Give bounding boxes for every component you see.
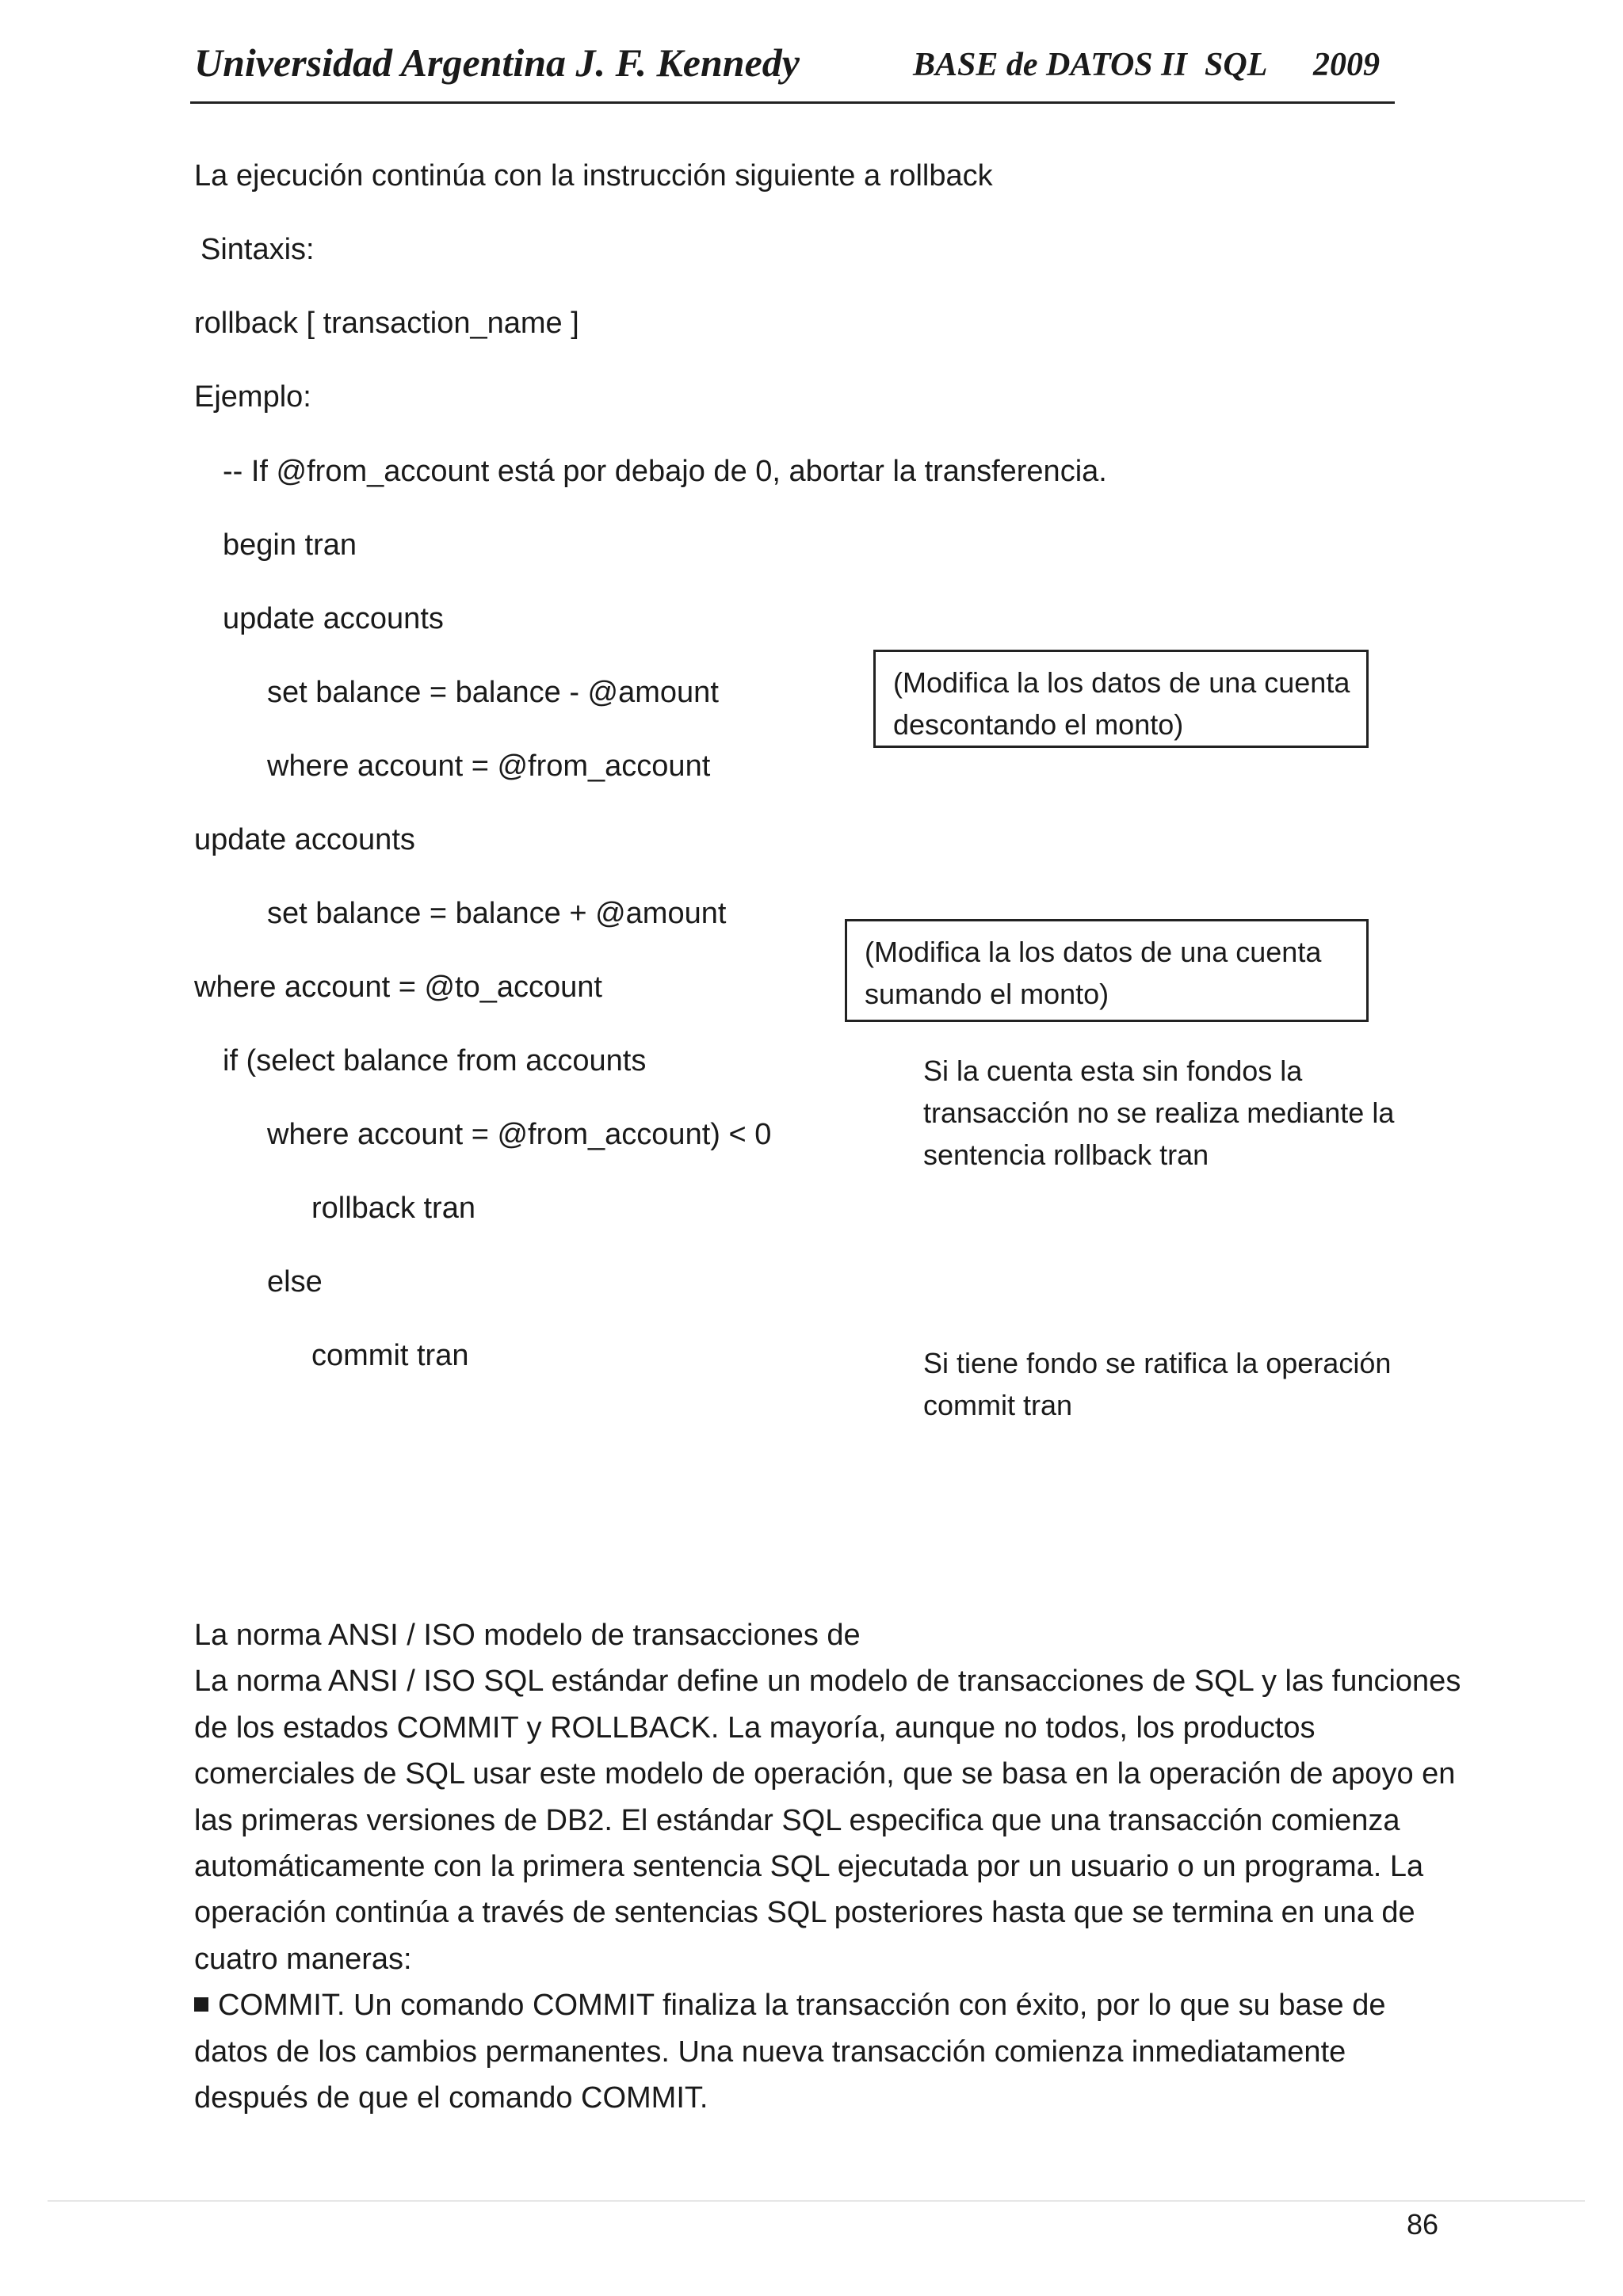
body-paragraph xyxy=(194,1612,1461,2121)
body-line: de los estados COMMIT y ROLLBACK. La mayoría, aunque no todos, los productos xyxy=(194,1711,1316,1745)
header-institution: Universidad Argentina J. F. Kennedy xyxy=(194,40,800,85)
header-course: BASE de DATOS II xyxy=(913,47,1187,83)
body-line: automáticamente con la primera sentencia SQL ejecutada por un usuario o un programa. La xyxy=(194,1850,1424,1884)
code-line: set balance = balance + @amount xyxy=(267,897,727,930)
square-bullet-icon xyxy=(194,1997,208,2012)
body-line: comerciales de SQL usar este modelo de operación, que se basa en la operación de apoyo en xyxy=(194,1757,1456,1791)
note-line: Si la cuenta esta sin fondos la xyxy=(923,1055,1303,1087)
annotation-line: (Modifica la los datos de una cuenta xyxy=(865,936,1322,968)
syntax-label: Sintaxis: xyxy=(200,233,315,266)
annotation-box-debit xyxy=(873,650,1369,748)
code-line: update accounts xyxy=(223,602,444,635)
note-commit xyxy=(923,1342,1391,1426)
body-line: las primeras versiones de DB2. El estándar SQL especifica que una transacción comienza xyxy=(194,1803,1400,1837)
note-line: sentencia rollback tran xyxy=(923,1138,1209,1171)
code-line: update accounts xyxy=(194,823,415,856)
body-line: La norma ANSI / ISO SQL estándar define un modelo de transacciones de SQL y las funciones xyxy=(194,1665,1461,1699)
footer-divider xyxy=(48,2200,1585,2202)
annotation-line: descontando el monto) xyxy=(893,708,1184,741)
annotation-line: (Modifica la los datos de una cuenta xyxy=(893,666,1350,699)
code-line: commit tran xyxy=(311,1339,469,1372)
code-line: -- If @from_account está por debajo de 0, abortar la transferencia. xyxy=(223,455,1107,488)
body-line: después de que el comando COMMIT. xyxy=(194,2081,708,2115)
code-line: else xyxy=(267,1265,323,1299)
code-line: set balance = balance - @amount xyxy=(267,676,719,709)
header-topic: SQL xyxy=(1205,47,1268,83)
intro-text: La ejecución continúa con la instrucción siguiente a rollback xyxy=(194,159,993,193)
bullet-text: COMMIT. Un comando COMMIT finaliza la transacción con éxito, por lo que su base de xyxy=(218,1989,1386,2023)
code-line: rollback tran xyxy=(311,1192,475,1225)
header-year: 2009 xyxy=(1313,47,1380,83)
note-rollback xyxy=(923,1050,1394,1176)
bullet-item xyxy=(194,1982,1446,2028)
page-number: 86 xyxy=(1407,2208,1439,2241)
body-line: operación continúa a través de sentencias SQL posteriores hasta que se termina en una de xyxy=(194,1896,1415,1930)
note-line: Si tiene fondo se ratifica la operación xyxy=(923,1347,1392,1379)
code-line: begin tran xyxy=(223,528,357,562)
note-line: transacción no se realiza mediante la xyxy=(923,1097,1395,1129)
example-label: Ejemplo: xyxy=(194,380,311,414)
body-line: cuatro maneras: xyxy=(194,1942,412,1976)
header-divider xyxy=(190,101,1395,104)
syntax-statement: rollback [ transaction_name ] xyxy=(194,307,579,340)
annotation-box-credit xyxy=(845,919,1369,1022)
note-line: commit tran xyxy=(923,1389,1073,1421)
body-line: La norma ANSI / ISO modelo de transacciones de xyxy=(194,1619,861,1652)
code-line: where account = @to_account xyxy=(194,971,602,1004)
code-line: if (select balance from accounts xyxy=(223,1044,647,1077)
body-line: datos de los cambios permanentes. Una nueva transacción comienza inmediatamente xyxy=(194,2035,1346,2069)
code-line: where account = @from_account xyxy=(267,749,711,783)
code-line: where account = @from_account) < 0 xyxy=(267,1118,772,1151)
annotation-line: sumando el monto) xyxy=(865,978,1109,1010)
